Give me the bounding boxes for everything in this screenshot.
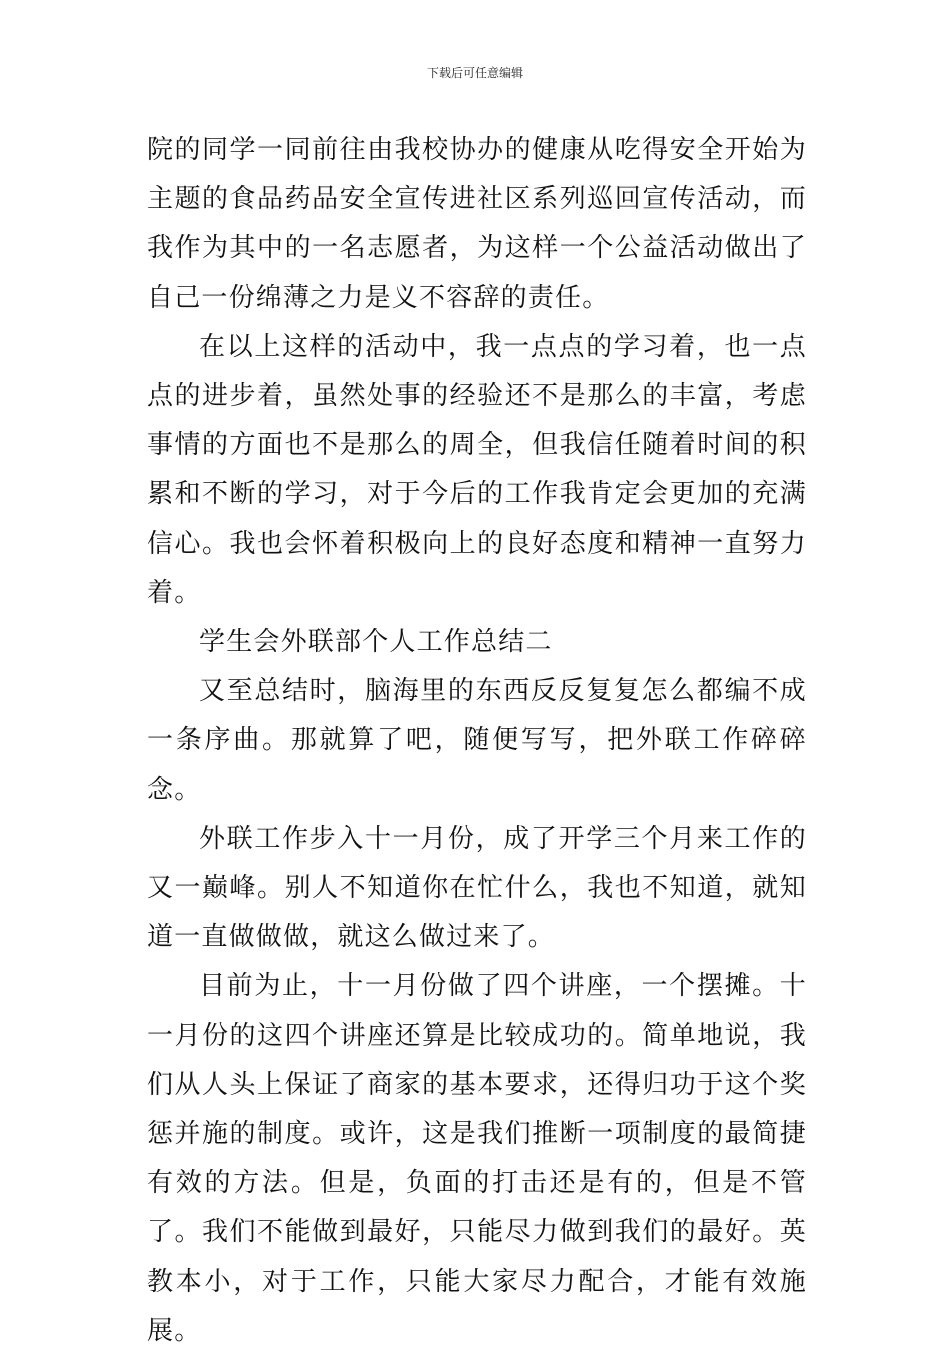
paragraph-5: 目前为止，十一月份做了四个讲座，一个摆摊。十一月份的这四个讲座还算是比较成功的。简单地说，我们从人头上保证了商家的基本要求，还得归功于这个奖惩并施的制度。或许，这是我们推断一项制度的最简捷有效的方法。但是，负面的打击还是有的，但是不管了。我们不能做到最好，只能尽力做到我们的最好。英教本小，对于工作，只能大家尽力配合，才能有效施展。 (147, 971, 807, 1346)
paragraph-4: 外联工作步入十一月份，成了开学三个月来工作的又一巅峰。别人不知道你在忙什么，我也不知道，就知道一直做做做，就这么做过来了。 (147, 823, 807, 953)
paragraph-2: 在以上这样的活动中，我一点点的学习着，也一点点的进步着，虽然处事的经验还不是那么的丰富，考虑事情的方面也不是那么的周全，但我信任随着时间的积累和不断的学习，对于今后的工作我肯定会更加的充满信心。我也会怀着积极向上的良好态度和精神一直努力着。 (147, 331, 807, 608)
paragraph-1: 院的同学一同前往由我校协办的健康从吃得安全开始为主题的食品药品安全宣传进社区系列巡回宣传活动，而我作为其中的一名志愿者，为这样一个公益活动做出了自己一份绵薄之力是义不容辞的责任。 (147, 135, 807, 313)
paragraph-3: 又至总结时，脑海里的东西反反复复怎么都编不成一条序曲。那就算了吧，随便写写，把外联工作碎碎念。 (147, 676, 807, 805)
page-header: 下载后可任意编辑 (426, 66, 523, 80)
section-heading: 学生会外联部个人工作总结二 (199, 627, 553, 658)
document-body (147, 126, 807, 1356)
